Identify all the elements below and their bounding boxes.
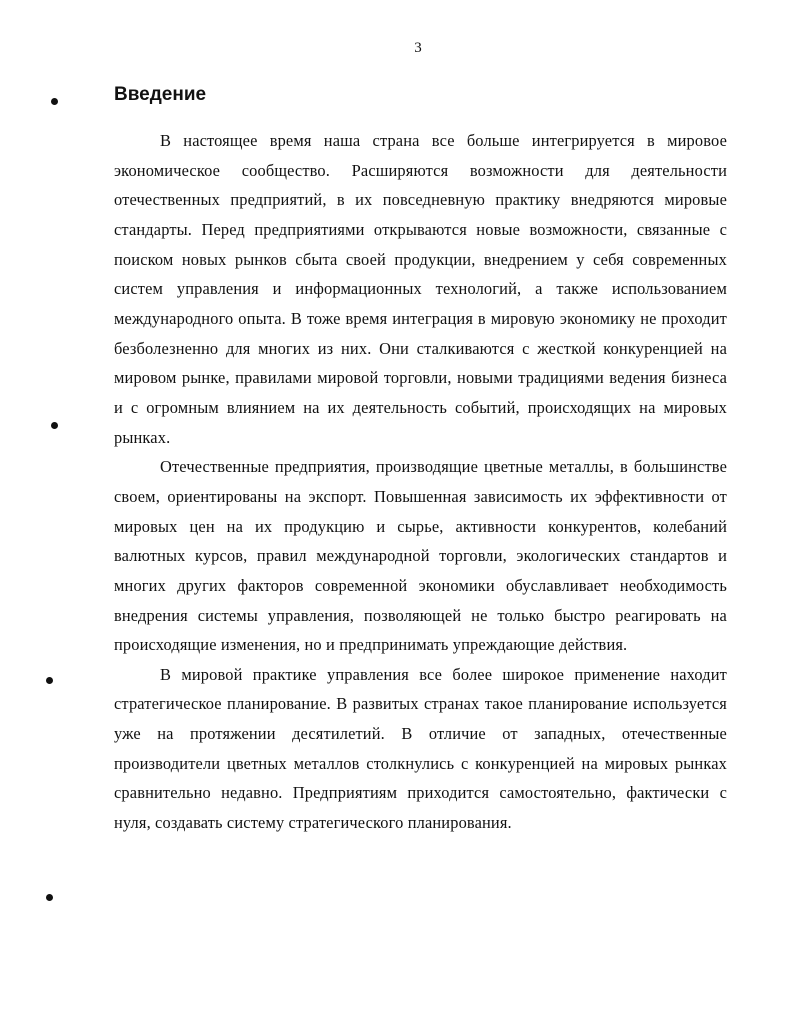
- page-number: 3: [414, 40, 422, 56]
- binding-hole-mark: [51, 422, 58, 429]
- binding-hole-mark: [46, 894, 53, 901]
- paragraph-1: В настоящее время наша страна все больше интегрируется в мировое экономическое сообщество. Расширяются возможности для деятельности отечественных предприятий, в их повседневную практику внедряются мировые стандарты. Перед предприятиями открываются новые возможности, связанные с поиском новых рынков сбыта своей продукции, внедрением у себя современных систем управления и информационных технологий, а также использованием международного опыта. В тоже время интеграция в мировую экономику не проходит безболезненно для многих из них. Они сталкиваются с жесткой конкуренцией на мировом рынке, правилами мировой торговли, новыми традициями ведения бизнеса и с огромным влиянием на их деятельность событий, происходящих на мировых рынках.: [114, 131, 727, 447]
- binding-hole-mark: [46, 677, 53, 684]
- binding-hole-mark: [51, 98, 58, 105]
- paragraph-3: В мировой практике управления все более широкое применение находит стратегическое планирование. В развитых странах такое планирование используется уже на протяжении десятилетий. В отличие от западных, отечественные производители цветных металлов столкнулись с конкуренцией на мировых рынках сравнительно недавно. Предприятиям приходится самостоятельно, фактически с нуля, создавать систему стратегического планирования.: [114, 664, 727, 833]
- paragraph-2: Отечественные предприятия, производящие цветные металлы, в большинстве своем, ориентированы на экспорт. Повышенная зависимость их эффективности от мировых цен на их продукцию и сырье, активности конкурентов, колебаний валютных курсов, правил международной торговли, экологических стандартов и многих других факторов современной экономики обуславливает необходимость внедрения системы управления, позволяющей не только быстро реагировать на происходящие изменения, но и предпринимать упреждающие действия.: [114, 457, 727, 655]
- body-text: [114, 126, 727, 838]
- section-heading: Введение: [114, 84, 207, 105]
